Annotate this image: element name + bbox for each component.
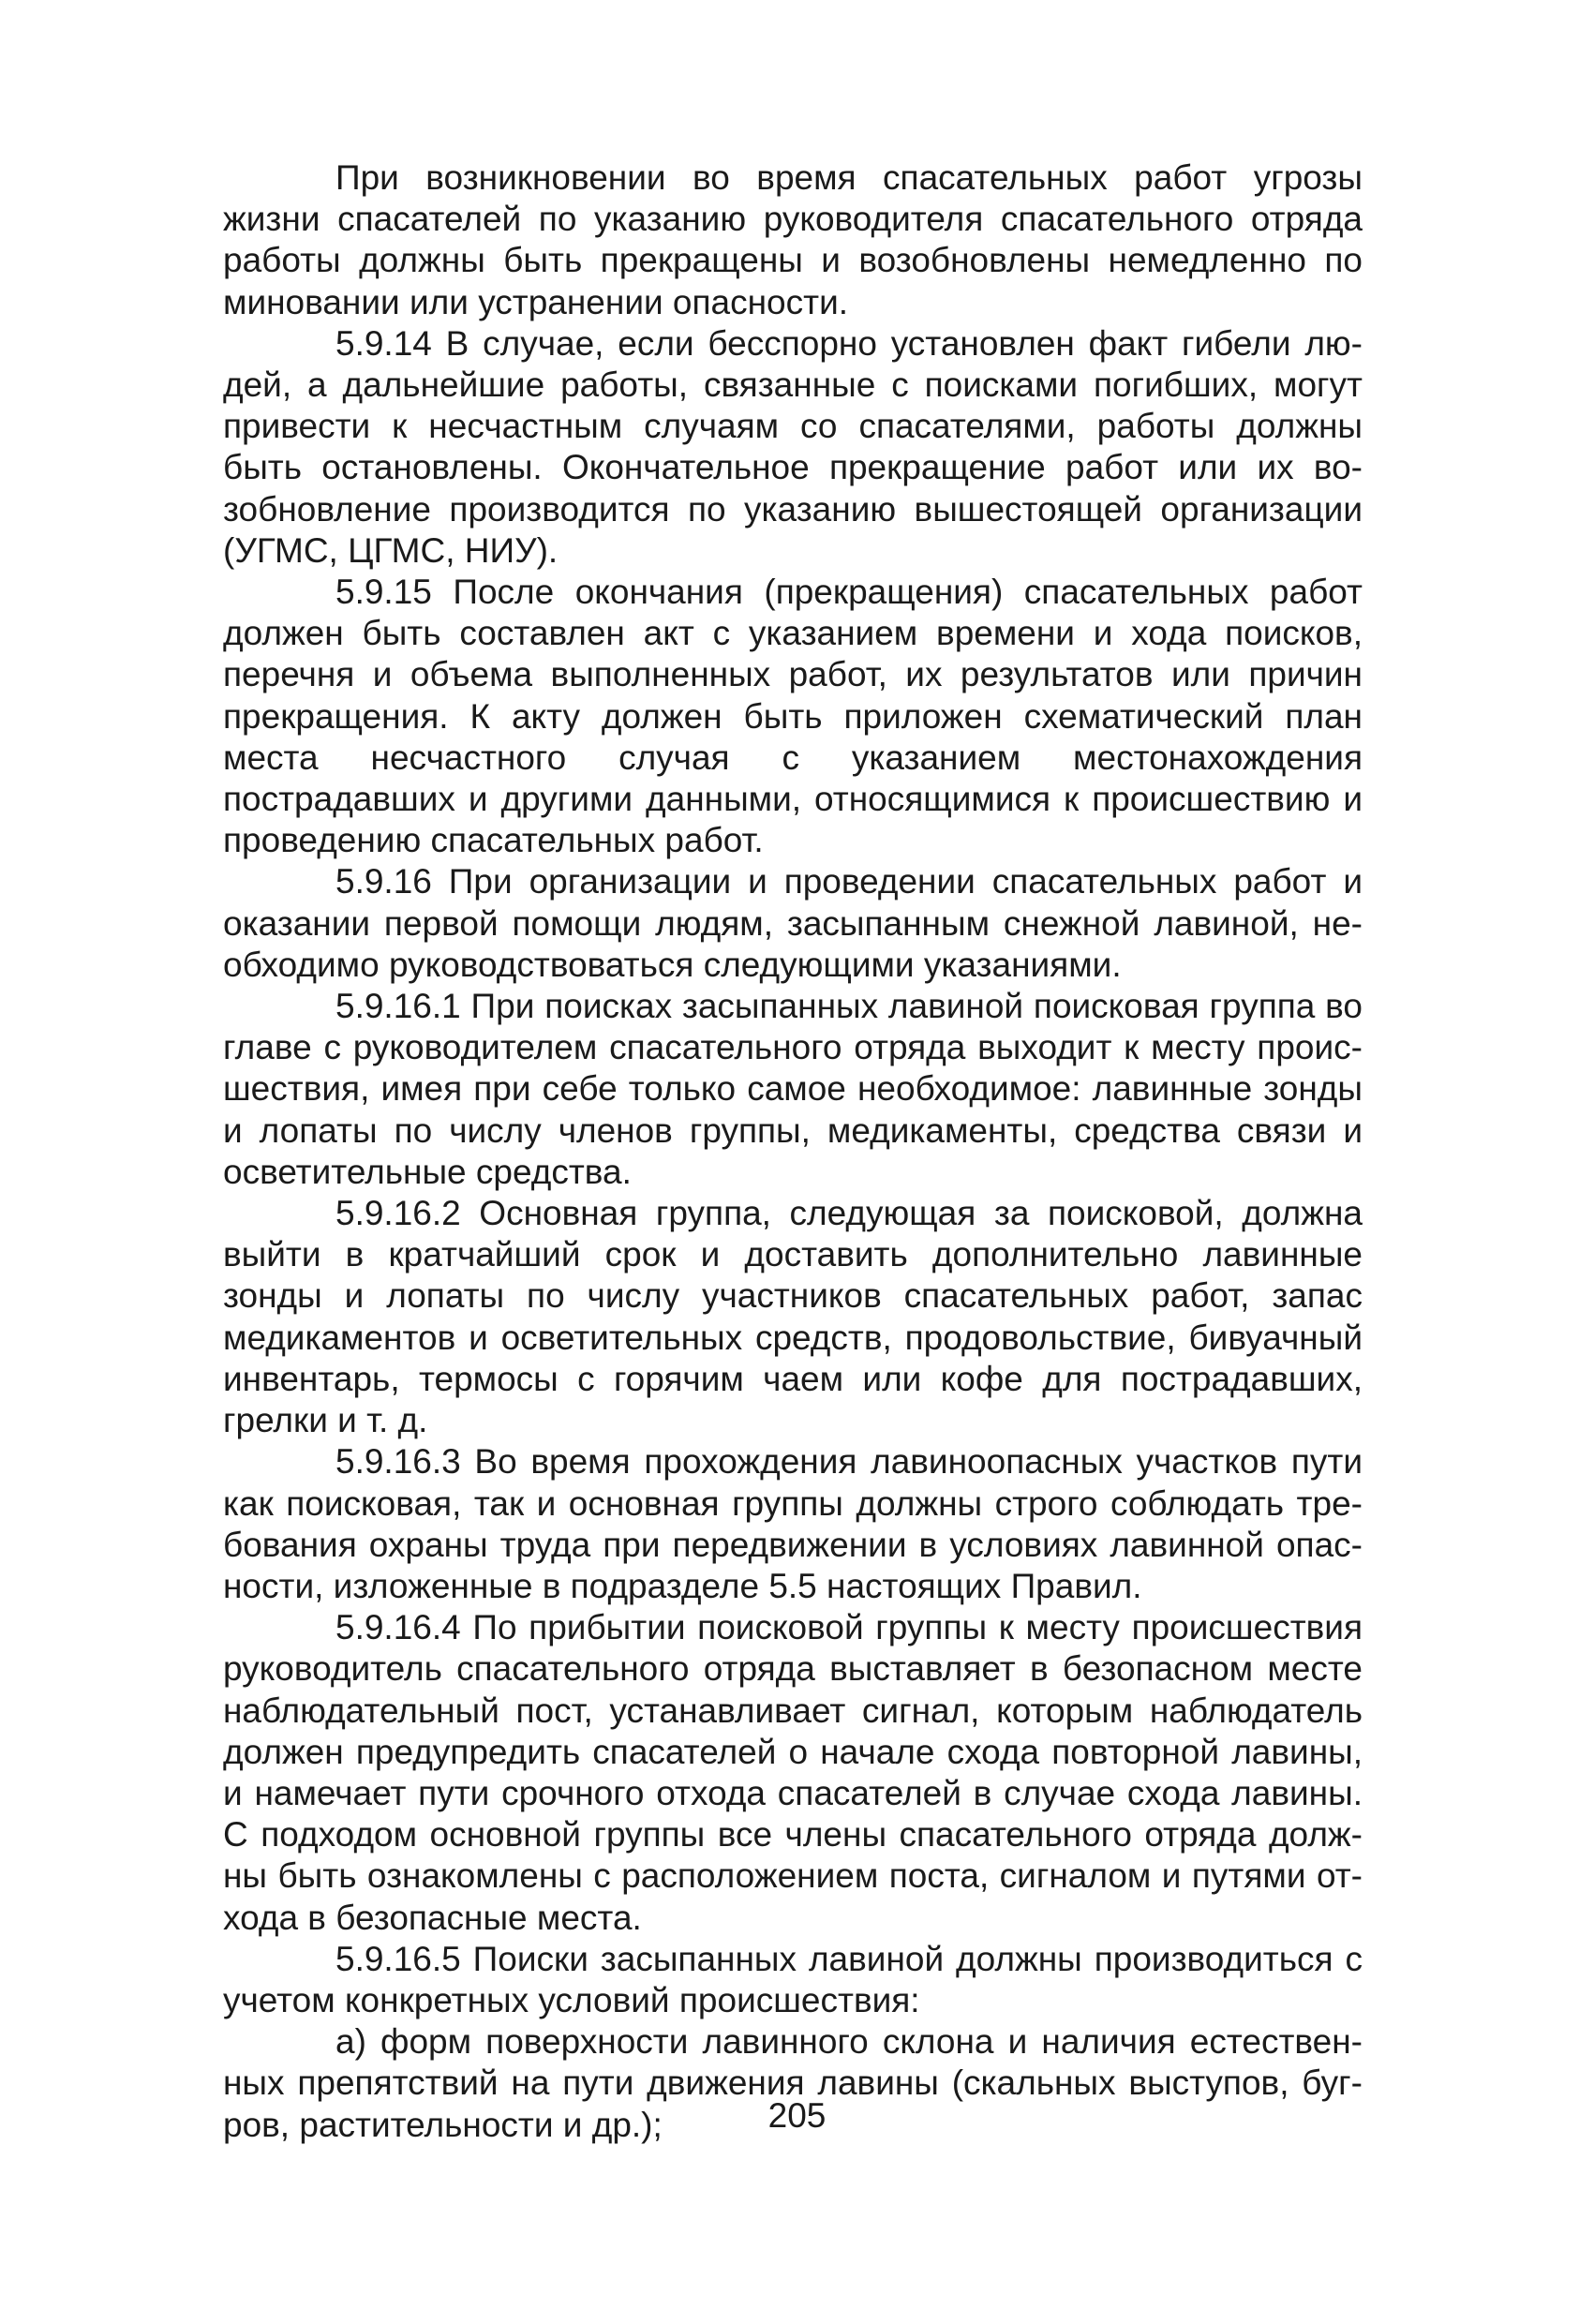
page-body [223,157,1363,2146]
paragraph-5-9-16-1: 5.9.16.1 При поисках засыпанных лавиной поисковая группа во главе с руководителем спасательного отряда выходит к месту происшествия, имея при себе только самое необходимое: лавинные зонды и лопаты по числу членов группы, медикаменты, средства связи и осветительные средства. [223,987,1363,1191]
paragraph-5-9-15: 5.9.15 После окончания (прекращения) спасательных работ должен быть составлен акт с указанием времени и хода поисков, перечня и объема выполненных работ, их результатов или причин прекращения. К акту должен быть приложен схематический план места несчастного случая с указанием местонахождения пострадавших и другими данными, относящимися к происшествию и проведению спасательных работ. [223,573,1363,860]
paragraph-5-9-14: 5.9.14 В случае, если бесспорно установлен факт гибели людей, а дальнейшие работы, связанные с поисками погибших, могут привести к несчастным случаям со спасателями, работы должны быть остановлены. Окончательное прекращение работ или их возобновление производится по указанию вышестоящей организации (УГМС, ЦГМС, НИУ). [223,323,1363,570]
page-number: 205 [767,2096,827,2135]
paragraph-5-9-16-2: 5.9.16.2 Основная группа, следующая за поисковой, должна выйти в кратчайший срок и доставить дополнительно лавинные зонды и лопаты по числу участников спасательных работ, запас медикаментов и осветительных средств, продовольствие, бивуачный инвентарь, термосы с горячим чаем или кофе для пострадавших, грелки и т. д. [223,1194,1363,1440]
paragraph-item-a: а) форм поверхности лавинного склона и наличия естественных препятствий на пути движения лавины (скальных выступов, бугров, растительности и др.); [223,2022,1363,2144]
paragraph-5-9-16-5: 5.9.16.5 Поиски засыпанных лавиной должны производиться с учетом конкретных условий происшествия: [223,1939,1363,2019]
paragraph-5-9-16: 5.9.16 При организации и проведении спасательных работ и оказании первой помощи людям, засыпанным снежной лавиной, необходимо руководствоваться следующими указаниями. [223,862,1363,984]
paragraph-5-9-16-3: 5.9.16.3 Во время прохождения лавиноопасных участков пути как поисковая, так и основная группы должны строго соблюдать требования охраны труда при передвижении в условиях лавинной опасности, изложенные в подразделе 5.5 настоящих Правил. [223,1442,1363,1605]
paragraph-5-9-16-4: 5.9.16.4 По прибытии поисковой группы к месту происшествия руководитель спасательного отряда выставляет в безопасном месте наблюдательный пост, устанавливает сигнал, которым наблюдатель должен предупредить спасателей о начале схода повторной лавины, и намечает пути срочного отхода спасателей в случае схода лавины. С подходом основной группы все члены спасательного отряда должны быть ознакомлены с расположением поста, сигналом и путями отхода в безопасные места. [223,1608,1363,1937]
paragraph-intro: При возникновении во время спасательных работ угрозы жизни спасателей по указанию руководителя спасательного отряда работы должны быть прекращены и возобновлены немедленно по миновании или устранении опасности. [223,158,1363,321]
